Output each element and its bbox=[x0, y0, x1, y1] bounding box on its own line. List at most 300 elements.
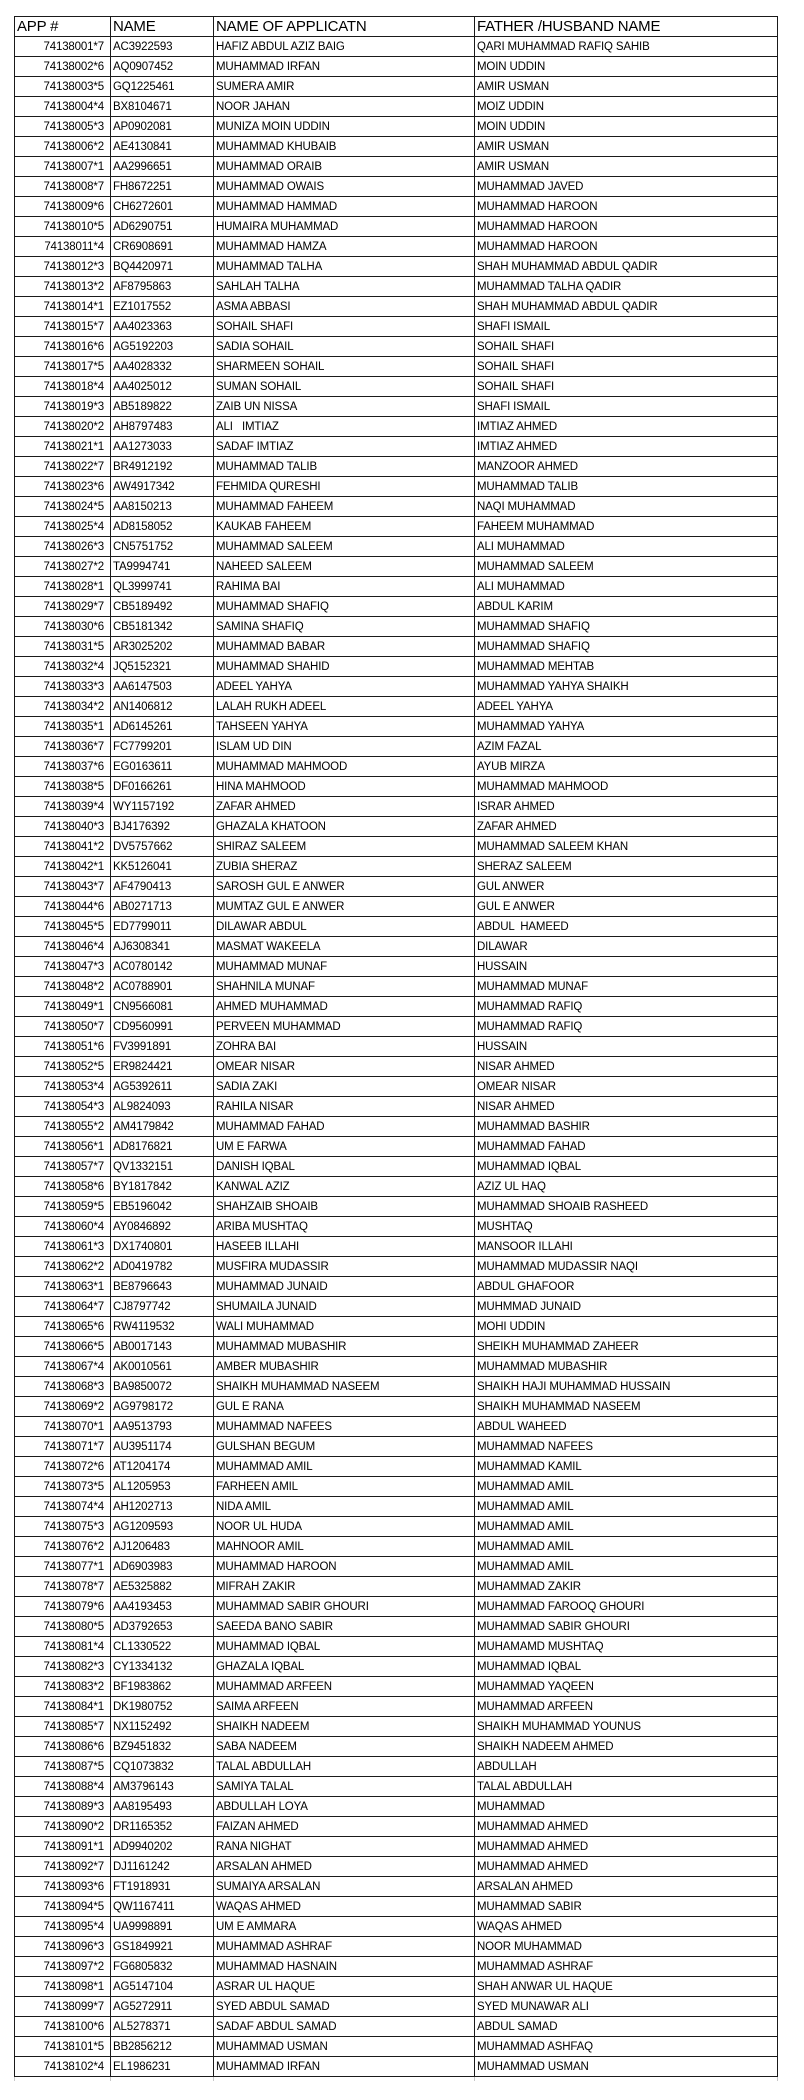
applicant-name-cell: MUHAMMAD FAHEEM bbox=[214, 497, 475, 517]
table-row bbox=[15, 177, 778, 197]
applicant-name-cell: MUHAMMAD IRFAN bbox=[214, 2057, 475, 2077]
app-number-cell: 74138030*6 bbox=[15, 617, 111, 637]
applicant-name-cell: SOHAIL SHAFI bbox=[214, 317, 475, 337]
applicant-name-cell: RANA NIGHAT bbox=[214, 1837, 475, 1857]
table-row bbox=[15, 997, 778, 1017]
father-husband-name-cell: SHAFI ISMAIL bbox=[475, 317, 778, 337]
applicant-name-cell: SHAIKH MUHAMMAD NASEEM bbox=[214, 1377, 475, 1397]
father-husband-name-cell: ISRAR AHMED bbox=[475, 797, 778, 817]
passport-number-cell: AH1202713 bbox=[111, 1497, 214, 1517]
passport-number-cell: AT1204174 bbox=[111, 1457, 214, 1477]
app-number-cell: 74138022*7 bbox=[15, 457, 111, 477]
father-husband-name-cell: NAQI MUHAMMAD bbox=[475, 497, 778, 517]
app-number-cell: 74138098*1 bbox=[15, 1977, 111, 1997]
applicant-name-cell: SADAF IMTIAZ bbox=[214, 437, 475, 457]
father-husband-name-cell: NISAR AHMED bbox=[475, 1097, 778, 1117]
table-row bbox=[15, 517, 778, 537]
passport-number-cell: AA4028332 bbox=[111, 357, 214, 377]
table-row bbox=[15, 1437, 778, 1457]
table-row bbox=[15, 1757, 778, 1777]
table-row bbox=[15, 277, 778, 297]
table-row bbox=[15, 977, 778, 997]
table-row bbox=[15, 377, 778, 397]
app-number-cell: 74138062*2 bbox=[15, 1257, 111, 1277]
table-row bbox=[15, 1577, 778, 1597]
passport-number-cell: EB5196042 bbox=[111, 1197, 214, 1217]
table-row bbox=[15, 1497, 778, 1517]
header-father-husband-name: FATHER /HUSBAND NAME bbox=[475, 17, 778, 37]
father-husband-name-cell: MANZOOR AHMED bbox=[475, 457, 778, 477]
table-row bbox=[15, 1677, 778, 1697]
father-husband-name-cell: WAQAS AHMED bbox=[475, 1917, 778, 1937]
passport-number-cell: CB5189492 bbox=[111, 597, 214, 617]
table-row bbox=[15, 617, 778, 637]
applicant-name-cell: SAEEDA BANO SABIR bbox=[214, 1617, 475, 1637]
applicant-name-cell: MUHAMMAD HAMZA bbox=[214, 237, 475, 257]
app-number-cell: 74138019*3 bbox=[15, 397, 111, 417]
app-number-cell: 74138054*3 bbox=[15, 1097, 111, 1117]
father-husband-name-cell: SHAH MUHAMMAD ABDUL QADIR bbox=[475, 257, 778, 277]
father-husband-name-cell: MUHAMMAD USMAN bbox=[475, 2057, 778, 2077]
applicant-name-cell: NIDA AMIL bbox=[214, 1497, 475, 1517]
father-husband-name-cell: MUHAMMAD ASHFAQ bbox=[475, 2037, 778, 2057]
father-husband-name-cell: SHAH MUHAMMAD ABDUL QADIR bbox=[475, 297, 778, 317]
app-number-cell: 74138057*7 bbox=[15, 1157, 111, 1177]
father-husband-name-cell: GUL E ANWER bbox=[475, 897, 778, 917]
table-row bbox=[15, 437, 778, 457]
father-husband-name-cell: AMIR USMAN bbox=[475, 137, 778, 157]
app-number-cell: 74138051*6 bbox=[15, 1037, 111, 1057]
app-number-cell: 74138027*2 bbox=[15, 557, 111, 577]
app-number-cell: 74138078*7 bbox=[15, 1577, 111, 1597]
app-number-cell: 74138009*6 bbox=[15, 197, 111, 217]
applicant-name-cell: SHIRAZ SALEEM bbox=[214, 837, 475, 857]
father-husband-name-cell: ALI MUHAMMAD bbox=[475, 577, 778, 597]
app-number-cell: 74138061*3 bbox=[15, 1237, 111, 1257]
father-husband-name-cell: MUHAMMAD MAHMOOD bbox=[475, 777, 778, 797]
father-husband-name-cell: MUHAMMAD MEHTAB bbox=[475, 657, 778, 677]
table-row bbox=[15, 77, 778, 97]
app-number-cell: 74138018*4 bbox=[15, 377, 111, 397]
app-number-cell: 74138006*2 bbox=[15, 137, 111, 157]
passport-number-cell: AD3792653 bbox=[111, 1617, 214, 1637]
table-row bbox=[15, 157, 778, 177]
table-row bbox=[15, 497, 778, 517]
father-husband-name-cell: ABDUL KARIM bbox=[475, 597, 778, 617]
father-husband-name-cell: MUHAMAMD MUSHTAQ bbox=[475, 1637, 778, 1657]
passport-number-cell: BF1983862 bbox=[111, 1677, 214, 1697]
father-husband-name-cell: MUHAMMAD TALIB bbox=[475, 477, 778, 497]
father-husband-name-cell: MUHAMMAD SALEEM bbox=[475, 557, 778, 577]
passport-number-cell: TA9994741 bbox=[111, 557, 214, 577]
father-husband-name-cell: MUHAMMAD bbox=[475, 1797, 778, 1817]
father-husband-name-cell: IMTIAZ AHMED bbox=[475, 437, 778, 457]
app-number-cell: 74138002*6 bbox=[15, 57, 111, 77]
father-husband-name-cell: NISAR AHMED bbox=[475, 1057, 778, 1077]
applicant-name-cell: MUHAMMAD BABAR bbox=[214, 637, 475, 657]
applicant-name-cell: MUHAMMAD MUNAF bbox=[214, 957, 475, 977]
applicant-name-cell: MAHNOOR AMIL bbox=[214, 1537, 475, 1557]
app-number-cell: 74138043*7 bbox=[15, 877, 111, 897]
passport-number-cell: BY1817842 bbox=[111, 1177, 214, 1197]
table-row bbox=[15, 1637, 778, 1657]
passport-number-cell: ED7799011 bbox=[111, 917, 214, 937]
table-row bbox=[15, 217, 778, 237]
app-number-cell: 74138026*3 bbox=[15, 537, 111, 557]
table-row bbox=[15, 1997, 778, 2017]
passport-number-cell: AF8795863 bbox=[111, 277, 214, 297]
passport-number-cell: AD6903983 bbox=[111, 1557, 214, 1577]
app-number-cell: 74138069*2 bbox=[15, 1397, 111, 1417]
passport-number-cell: WY1157192 bbox=[111, 797, 214, 817]
app-number-cell: 74138073*5 bbox=[15, 1477, 111, 1497]
applicant-name-cell: HASEEB ILLAHI bbox=[214, 1237, 475, 1257]
table-row bbox=[15, 1217, 778, 1237]
app-number-cell: 74138029*7 bbox=[15, 597, 111, 617]
father-husband-name-cell: MUSHTAQ bbox=[475, 1217, 778, 1237]
passport-number-cell: QL3999741 bbox=[111, 577, 214, 597]
table-row bbox=[15, 957, 778, 977]
table-row bbox=[15, 1317, 778, 1337]
app-number-cell: 74138066*5 bbox=[15, 1337, 111, 1357]
passport-number-cell: GS1849921 bbox=[111, 1937, 214, 1957]
father-husband-name-cell: MUHAMMAD TALHA QADIR bbox=[475, 277, 778, 297]
father-husband-name-cell: MUHAMMAD SHAFIQ bbox=[475, 617, 778, 637]
app-number-cell: 74138059*5 bbox=[15, 1197, 111, 1217]
father-husband-name-cell: AZIZ UL HAQ bbox=[475, 1177, 778, 1197]
father-husband-name-cell: SHAIKH MUHAMMAD YOUNUS bbox=[475, 1717, 778, 1737]
passport-number-cell: CD9560991 bbox=[111, 1017, 214, 1037]
applicant-name-cell: UM E AMMARA bbox=[214, 1917, 475, 1937]
applicant-name-cell: SHAIKH NADEEM bbox=[214, 1717, 475, 1737]
father-husband-name-cell: ADEEL YAHYA bbox=[475, 697, 778, 717]
passport-number-cell: DK1980752 bbox=[111, 1697, 214, 1717]
applicant-name-cell: WAQAS AHMED bbox=[214, 1897, 475, 1917]
applicant-name-cell: MUHAMMAD NAFEES bbox=[214, 1417, 475, 1437]
passport-number-cell: AU3951174 bbox=[111, 1437, 214, 1457]
father-husband-name-cell: MUHAMMAD AHMED bbox=[475, 1837, 778, 1857]
applicant-name-cell: MUHAMMAD SABIR GHOURI bbox=[214, 1597, 475, 1617]
app-number-cell: 74138053*4 bbox=[15, 1077, 111, 1097]
app-number-cell: 74138060*4 bbox=[15, 1217, 111, 1237]
applicant-name-cell: MUHAMMAD IQBAL bbox=[214, 1637, 475, 1657]
table-row bbox=[15, 1617, 778, 1637]
applicant-name-cell: FARHEEN AMIL bbox=[214, 1477, 475, 1497]
applicant-name-cell: NOOR JAHAN bbox=[214, 97, 475, 117]
passport-number-cell: BB2856212 bbox=[111, 2037, 214, 2057]
applicant-name-cell: MUHAMMAD SALEEM bbox=[214, 537, 475, 557]
passport-number-cell: AA9513793 bbox=[111, 1417, 214, 1437]
table-row bbox=[15, 57, 778, 77]
app-number-cell: 74138087*5 bbox=[15, 1757, 111, 1777]
passport-number-cell: CN9566081 bbox=[111, 997, 214, 1017]
passport-number-cell: EG0163611 bbox=[111, 757, 214, 777]
app-number-cell: 74138035*1 bbox=[15, 717, 111, 737]
father-husband-name-cell: MUHAMMAD HAROON bbox=[475, 237, 778, 257]
father-husband-name-cell: FAHEEM MUHAMMAD bbox=[475, 517, 778, 537]
father-husband-name-cell: MUHAMMAD YAQEEN bbox=[475, 1677, 778, 1697]
father-husband-name-cell: MUHAMMAD NAFEES bbox=[475, 1437, 778, 1457]
applicant-name-cell: SHAHZAIB SHOAIB bbox=[214, 1197, 475, 1217]
row-stub-divider bbox=[213, 2077, 214, 2081]
table-row bbox=[15, 1197, 778, 1217]
applicant-name-cell: SADIA ZAKI bbox=[214, 1077, 475, 1097]
applicant-name-cell: SAIMA ARFEEN bbox=[214, 1697, 475, 1717]
app-number-cell: 74138093*6 bbox=[15, 1877, 111, 1897]
applicant-name-cell: MUNIZA MOIN UDDIN bbox=[214, 117, 475, 137]
applicant-name-cell: GHAZALA KHATOON bbox=[214, 817, 475, 837]
applicant-name-cell: MUHAMMAD KHUBAIB bbox=[214, 137, 475, 157]
applicant-name-cell: MUHAMMAD SHAFIQ bbox=[214, 597, 475, 617]
table-row bbox=[15, 457, 778, 477]
applicant-name-cell: SUMERA AMIR bbox=[214, 77, 475, 97]
app-number-cell: 74138016*6 bbox=[15, 337, 111, 357]
app-number-cell: 74138091*1 bbox=[15, 1837, 111, 1857]
passport-number-cell: AM4179842 bbox=[111, 1117, 214, 1137]
app-number-cell: 74138085*7 bbox=[15, 1717, 111, 1737]
table-row bbox=[15, 1097, 778, 1117]
passport-number-cell: AG5272911 bbox=[111, 1997, 214, 2017]
app-number-cell: 74138084*1 bbox=[15, 1697, 111, 1717]
father-husband-name-cell: QARI MUHAMMAD RAFIQ SAHIB bbox=[475, 37, 778, 57]
app-number-cell: 74138042*1 bbox=[15, 857, 111, 877]
father-husband-name-cell: MUHAMMAD SABIR GHOURI bbox=[475, 1617, 778, 1637]
applicant-name-cell: MIFRAH ZAKIR bbox=[214, 1577, 475, 1597]
table-row bbox=[15, 797, 778, 817]
table-row bbox=[15, 597, 778, 617]
app-number-cell: 74138025*4 bbox=[15, 517, 111, 537]
table-row bbox=[15, 257, 778, 277]
row-stub-divider bbox=[14, 2077, 15, 2081]
applicant-name-cell: TAHSEEN YAHYA bbox=[214, 717, 475, 737]
father-husband-name-cell: ABDUL HAMEED bbox=[475, 917, 778, 937]
app-number-cell: 74138058*6 bbox=[15, 1177, 111, 1197]
app-number-cell: 74138040*3 bbox=[15, 817, 111, 837]
passport-number-cell: AD6145261 bbox=[111, 717, 214, 737]
passport-number-cell: QV1332151 bbox=[111, 1157, 214, 1177]
passport-number-cell: AC0780142 bbox=[111, 957, 214, 977]
app-number-cell: 74138039*4 bbox=[15, 797, 111, 817]
table-row bbox=[15, 1957, 778, 1977]
table-row bbox=[15, 837, 778, 857]
applicant-name-cell: SABA NADEEM bbox=[214, 1737, 475, 1757]
table-row bbox=[15, 317, 778, 337]
app-number-cell: 74138063*1 bbox=[15, 1277, 111, 1297]
app-number-cell: 74138015*7 bbox=[15, 317, 111, 337]
father-husband-name-cell: MUHAMMAD SHAFIQ bbox=[475, 637, 778, 657]
app-number-cell: 74138071*7 bbox=[15, 1437, 111, 1457]
passport-number-cell: BR4912192 bbox=[111, 457, 214, 477]
applicant-name-cell: SAROSH GUL E ANWER bbox=[214, 877, 475, 897]
applicant-name-cell: HUMAIRA MUHAMMAD bbox=[214, 217, 475, 237]
father-husband-name-cell: MUHAMMAD AMIL bbox=[475, 1537, 778, 1557]
passport-number-cell: AW4917342 bbox=[111, 477, 214, 497]
applicant-name-cell: ISLAM UD DIN bbox=[214, 737, 475, 757]
father-husband-name-cell: SOHAIL SHAFI bbox=[475, 377, 778, 397]
applicant-name-cell: MASMAT WAKEELA bbox=[214, 937, 475, 957]
table-row bbox=[15, 1017, 778, 1037]
table-row bbox=[15, 2037, 778, 2057]
app-number-cell: 74138100*6 bbox=[15, 2017, 111, 2037]
applicant-name-cell: MUHAMMAD MUBASHIR bbox=[214, 1337, 475, 1357]
table-row bbox=[15, 537, 778, 557]
father-husband-name-cell: MUHAMMAD AMIL bbox=[475, 1497, 778, 1517]
app-number-cell: 74138003*5 bbox=[15, 77, 111, 97]
app-number-cell: 74138086*6 bbox=[15, 1737, 111, 1757]
app-number-cell: 74138088*4 bbox=[15, 1777, 111, 1797]
passport-number-cell: AA1273033 bbox=[111, 437, 214, 457]
applicant-name-cell: MUHAMMAD TALHA bbox=[214, 257, 475, 277]
table-row bbox=[15, 1837, 778, 1857]
applicant-name-cell: HINA MAHMOOD bbox=[214, 777, 475, 797]
applicant-name-cell: AHMED MUHAMMAD bbox=[214, 997, 475, 1017]
passport-number-cell: DJ1161242 bbox=[111, 1857, 214, 1877]
applicant-name-cell: ALI IMTIAZ bbox=[214, 417, 475, 437]
applicant-name-cell: ADEEL YAHYA bbox=[214, 677, 475, 697]
table-row bbox=[15, 1737, 778, 1757]
app-number-cell: 74138041*2 bbox=[15, 837, 111, 857]
father-husband-name-cell: IMTIAZ AHMED bbox=[475, 417, 778, 437]
passport-number-cell: DX1740801 bbox=[111, 1237, 214, 1257]
app-number-cell: 74138004*4 bbox=[15, 97, 111, 117]
passport-number-cell: AA8150213 bbox=[111, 497, 214, 517]
father-husband-name-cell: MUHAMMAD JAVED bbox=[475, 177, 778, 197]
applicants-table bbox=[14, 16, 778, 2077]
passport-number-cell: AB0271713 bbox=[111, 897, 214, 917]
app-number-cell: 74138021*1 bbox=[15, 437, 111, 457]
passport-number-cell: BA9850072 bbox=[111, 1377, 214, 1397]
father-husband-name-cell: MUHMMAD JUNAID bbox=[475, 1297, 778, 1317]
applicant-name-cell: MUMTAZ GUL E ANWER bbox=[214, 897, 475, 917]
father-husband-name-cell: MUHAMMAD FAROOQ GHOURI bbox=[475, 1597, 778, 1617]
passport-number-cell: AE5325882 bbox=[111, 1577, 214, 1597]
applicant-name-cell: ARIBA MUSHTAQ bbox=[214, 1217, 475, 1237]
app-number-cell: 74138008*7 bbox=[15, 177, 111, 197]
passport-number-cell: AD6290751 bbox=[111, 217, 214, 237]
applicant-name-cell: SAMIYA TALAL bbox=[214, 1777, 475, 1797]
applicant-name-cell: RAHILA NISAR bbox=[214, 1097, 475, 1117]
father-husband-name-cell: HUSSAIN bbox=[475, 957, 778, 977]
table-row bbox=[15, 1257, 778, 1277]
father-husband-name-cell: MUHAMMAD SABIR bbox=[475, 1897, 778, 1917]
table-row bbox=[15, 857, 778, 877]
father-husband-name-cell: AMIR USMAN bbox=[475, 77, 778, 97]
app-number-cell: 74138052*5 bbox=[15, 1057, 111, 1077]
table-row bbox=[15, 417, 778, 437]
table-row bbox=[15, 1337, 778, 1357]
app-number-cell: 74138046*4 bbox=[15, 937, 111, 957]
table-row bbox=[15, 1177, 778, 1197]
passport-number-cell: BE8796643 bbox=[111, 1277, 214, 1297]
app-number-cell: 74138094*5 bbox=[15, 1897, 111, 1917]
table-row bbox=[15, 677, 778, 697]
passport-number-cell: AK0010561 bbox=[111, 1357, 214, 1377]
passport-number-cell: AG5192203 bbox=[111, 337, 214, 357]
passport-number-cell: AC0788901 bbox=[111, 977, 214, 997]
passport-number-cell: AL5278371 bbox=[111, 2017, 214, 2037]
applicant-name-cell: SAMINA SHAFIQ bbox=[214, 617, 475, 637]
father-husband-name-cell: MUHAMMAD ZAKIR bbox=[475, 1577, 778, 1597]
applicant-name-cell: KANWAL AZIZ bbox=[214, 1177, 475, 1197]
applicant-name-cell: SHUMAILA JUNAID bbox=[214, 1297, 475, 1317]
father-husband-name-cell: MUHAMMAD MUNAF bbox=[475, 977, 778, 997]
passport-number-cell: EL1986231 bbox=[111, 2057, 214, 2077]
passport-number-cell: CR6908691 bbox=[111, 237, 214, 257]
father-husband-name-cell: MUHAMMAD YAHYA SHAIKH bbox=[475, 677, 778, 697]
passport-number-cell: AN1406812 bbox=[111, 697, 214, 717]
passport-number-cell: FC7799201 bbox=[111, 737, 214, 757]
father-husband-name-cell: TALAL ABDULLAH bbox=[475, 1777, 778, 1797]
app-number-cell: 74138024*5 bbox=[15, 497, 111, 517]
applicant-name-cell: NOOR UL HUDA bbox=[214, 1517, 475, 1537]
father-husband-name-cell: SHAFI ISMAIL bbox=[475, 397, 778, 417]
table-row bbox=[15, 1557, 778, 1577]
applicant-name-cell: KAUKAB FAHEEM bbox=[214, 517, 475, 537]
table-row bbox=[15, 1037, 778, 1057]
table-row bbox=[15, 1277, 778, 1297]
applicant-name-cell: SHARMEEN SOHAIL bbox=[214, 357, 475, 377]
table-row bbox=[15, 357, 778, 377]
applicant-name-cell: PERVEEN MUHAMMAD bbox=[214, 1017, 475, 1037]
father-husband-name-cell: SHAIKH NADEEM AHMED bbox=[475, 1737, 778, 1757]
table-row bbox=[15, 917, 778, 937]
table-row bbox=[15, 757, 778, 777]
applicant-name-cell: ASMA ABBASI bbox=[214, 297, 475, 317]
father-husband-name-cell: MOIN UDDIN bbox=[475, 117, 778, 137]
table-row bbox=[15, 1057, 778, 1077]
app-number-cell: 74138097*2 bbox=[15, 1957, 111, 1977]
passport-number-cell: AD8176821 bbox=[111, 1137, 214, 1157]
father-husband-name-cell: MUHAMMAD AHMED bbox=[475, 1817, 778, 1837]
passport-number-cell: AE4130841 bbox=[111, 137, 214, 157]
passport-number-cell: BJ4176392 bbox=[111, 817, 214, 837]
table-row bbox=[15, 1537, 778, 1557]
header-app-number: APP # bbox=[15, 17, 111, 37]
father-husband-name-cell: ARSALAN AHMED bbox=[475, 1877, 778, 1897]
father-husband-name-cell: MUHAMMAD ASHRAF bbox=[475, 1957, 778, 1977]
father-husband-name-cell: ABDUL GHAFOOR bbox=[475, 1277, 778, 1297]
app-number-cell: 74138031*5 bbox=[15, 637, 111, 657]
father-husband-name-cell: MUHAMMAD AMIL bbox=[475, 1517, 778, 1537]
applicant-name-cell: MUHAMMAD HAMMAD bbox=[214, 197, 475, 217]
table-row bbox=[15, 297, 778, 317]
app-number-cell: 74138080*5 bbox=[15, 1617, 111, 1637]
table-row bbox=[15, 817, 778, 837]
father-husband-name-cell: ABDUL SAMAD bbox=[475, 2017, 778, 2037]
passport-number-cell: AA8195493 bbox=[111, 1797, 214, 1817]
table-row bbox=[15, 1977, 778, 1997]
passport-number-cell: QW1167411 bbox=[111, 1897, 214, 1917]
app-number-cell: 74138028*1 bbox=[15, 577, 111, 597]
father-husband-name-cell: AZIM FAZAL bbox=[475, 737, 778, 757]
passport-number-cell: AG1209593 bbox=[111, 1517, 214, 1537]
app-number-cell: 74138013*2 bbox=[15, 277, 111, 297]
app-number-cell: 74138055*2 bbox=[15, 1117, 111, 1137]
table-row bbox=[15, 1697, 778, 1717]
applicant-name-cell: HAFIZ ABDUL AZIZ BAIG bbox=[214, 37, 475, 57]
applicant-name-cell: MUHAMMAD ASHRAF bbox=[214, 1937, 475, 1957]
app-number-cell: 74138007*1 bbox=[15, 157, 111, 177]
applicant-name-cell: MUHAMMAD USMAN bbox=[214, 2037, 475, 2057]
applicant-name-cell: MUHAMMAD AMIL bbox=[214, 1457, 475, 1477]
passport-number-cell: NX1152492 bbox=[111, 1717, 214, 1737]
father-husband-name-cell: SHAIKH MUHAMMAD NASEEM bbox=[475, 1397, 778, 1417]
app-number-cell: 74138037*6 bbox=[15, 757, 111, 777]
father-husband-name-cell: AYUB MIRZA bbox=[475, 757, 778, 777]
table-row bbox=[15, 1657, 778, 1677]
table-row bbox=[15, 397, 778, 417]
table-row bbox=[15, 1777, 778, 1797]
